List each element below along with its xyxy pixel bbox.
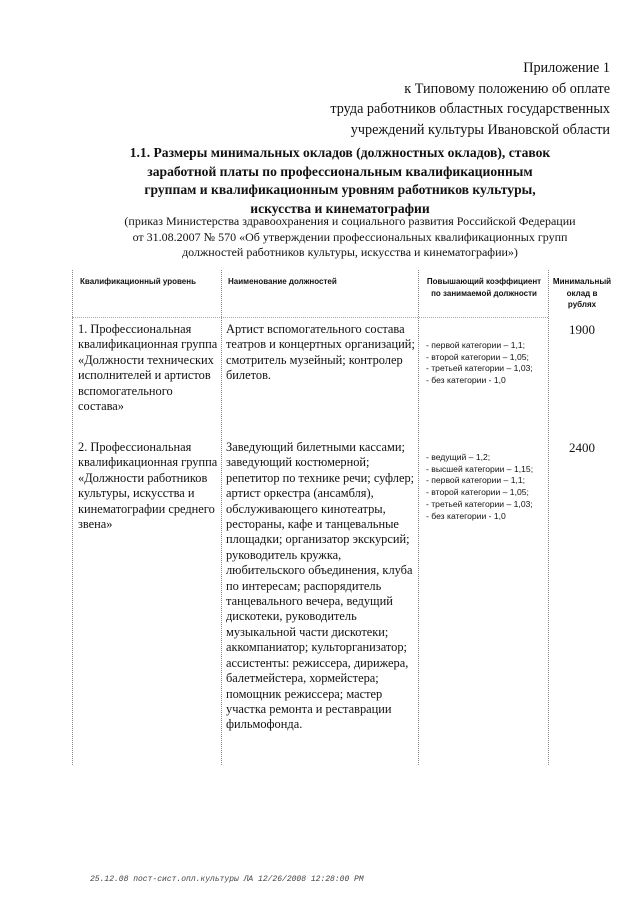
coefficient-item: - второй категории – 1,05; (426, 351, 529, 362)
coefficient-item: - без категории - 1,0 (426, 375, 506, 386)
appendix-line: учреждений культуры Ивановской области (350, 121, 610, 138)
coefficient-item: - без категории - 1,0 (426, 510, 506, 521)
table-divider (72, 317, 548, 318)
document-heading (70, 144, 610, 218)
row1-salary: 1900 (569, 322, 595, 337)
appendix-line: труда работников областных государственных (330, 101, 610, 117)
heading-line: группам и квалификационным уровням работников культуры, (144, 182, 536, 197)
subnote-line: должностей работников культуры, искусства и кинематографии») (182, 245, 518, 259)
header-coefficient: Повышающий коэффициент по занимаемой должности (426, 277, 542, 298)
table-border (548, 270, 549, 765)
footer-stamp: 25.12.08 пост-сист.опл.культуры ЛА 12/26/2008 12:28:00 PM (90, 875, 364, 884)
subnote-line: (приказ Министерства здравоохранения и социального развития Российской Федерации (124, 214, 576, 228)
table-border (221, 270, 222, 765)
order-reference (100, 214, 600, 261)
row2-salary: 2400 (569, 440, 595, 455)
appendix-line: Приложение 1 (523, 60, 610, 76)
row2-coefficients (426, 452, 544, 522)
row2-positions: Заведующий билетными кассами; заведующий костюмерной; репетитор по технике речи; суфлер; артист оркестра (ансамбля), обслуживающего кинотеатры, рестораны, кафе и танцевальные площадки; организатор экскурсий; руководитель кружка, любительского объединения, клуба по интересам; распорядитель танцевального вечера, ведущий дискотеки, руководитель музыкальной части дискотеки; аккомпаниатор; культорганизатор; ассистенты: режиссера, дирижера, балетмейстера, хормейстера; помощник режиссера; мастер участка ремонта и реставрации фильмофонда. (226, 440, 415, 732)
heading-line: заработной платы по профессиональным квалификационным (147, 163, 533, 179)
row1-coefficients (426, 340, 544, 387)
table-border (72, 270, 73, 765)
table-border (418, 270, 419, 765)
coefficient-item: - ведущий – 1,2; (426, 452, 491, 462)
header-salary: Минимальный оклад в рублях (552, 277, 612, 309)
row1-group: 1. Профессиональная квалификационная группа «Должности технических исполнителей и артистов вспомогательного состава» (78, 322, 218, 414)
heading-line: 1.1. Размеры минимальных окладов (должностных окладов), ставок (129, 145, 551, 160)
coefficient-item: - первой категории – 1,1; (426, 340, 526, 350)
coefficient-item: - первой категории – 1,1; (426, 475, 526, 486)
row2-group: 2. Профессиональная квалификационная группа «Должности работников культуры, искусства и кинематографии среднего звена» (78, 440, 218, 532)
header-positions: Наименование должностей (228, 277, 337, 286)
appendix-header (190, 58, 610, 140)
coefficient-item: - второй категории – 1,05; (426, 487, 529, 498)
heading-line: искусства и кинематографии (250, 200, 430, 216)
subnote-line: от 31.08.2007 № 570 «Об утверждении профессиональных квалификационных групп (132, 229, 568, 244)
coefficient-item: - высшей категории – 1,15; (426, 463, 534, 474)
coefficient-item: - третьей категории – 1,03; (426, 498, 533, 509)
coefficient-item: - третьей категории – 1,03; (426, 363, 533, 374)
appendix-line: к Типовому положению об оплате (404, 80, 610, 97)
row1-positions: Артист вспомогательного состава театров и концертных организаций; смотритель музейный; контролер билетов. (226, 322, 415, 383)
header-level: Квалификационный уровень (80, 277, 197, 286)
